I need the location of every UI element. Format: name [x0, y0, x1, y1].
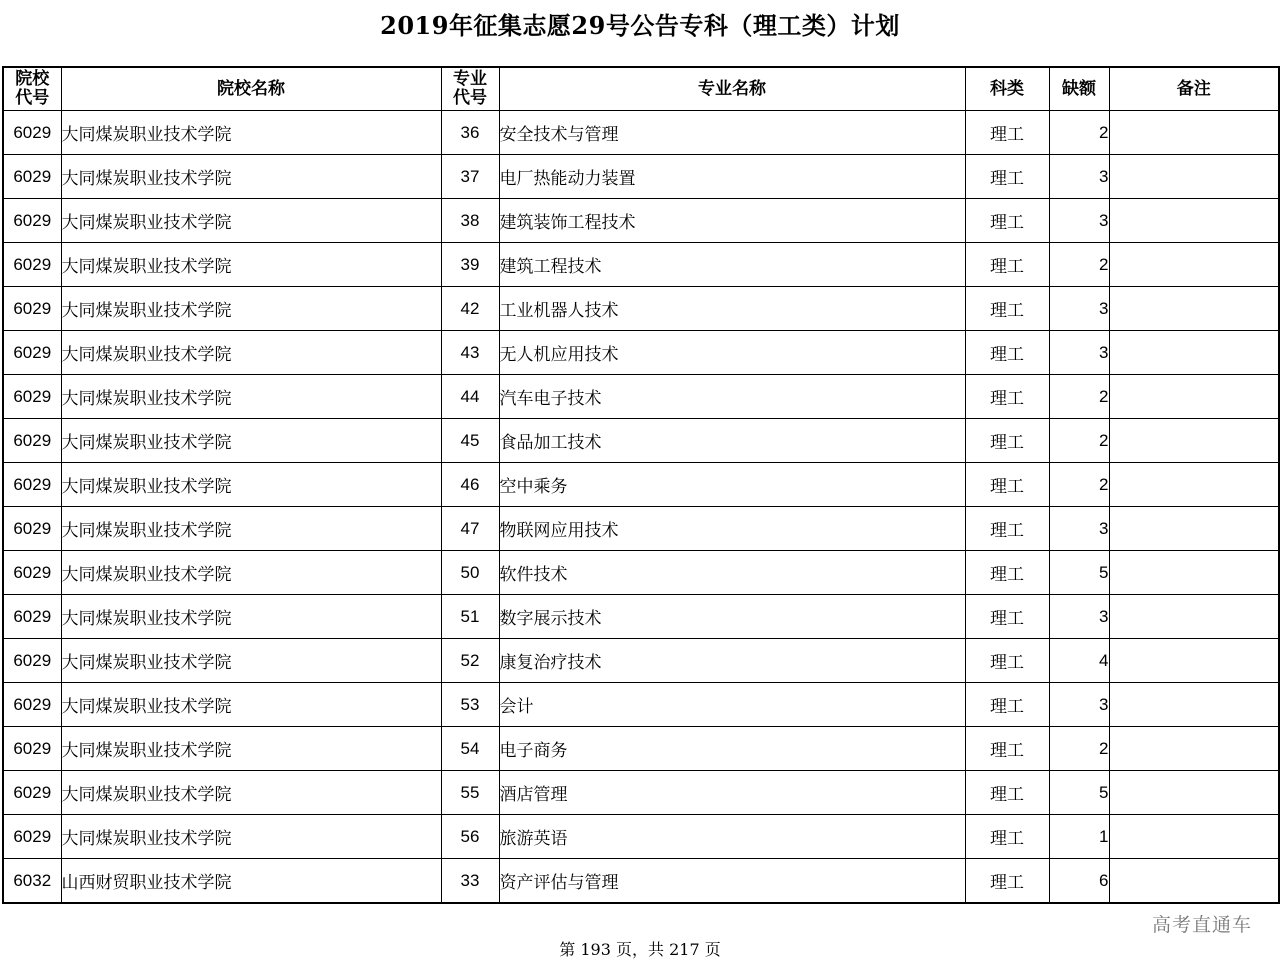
page-footer: 第 193 页，共 217 页 — [559, 940, 721, 959]
table-row — [3, 815, 1279, 859]
cell-major-name: 电子商务 — [499, 727, 965, 771]
cell-major-name: 资产评估与管理 — [499, 859, 965, 904]
table-row — [3, 727, 1279, 771]
table-row — [3, 331, 1279, 375]
cell-category: 理工 — [965, 331, 1049, 375]
cell-note — [1109, 815, 1279, 859]
cell-major-name: 物联网应用技术 — [499, 507, 965, 551]
cell-major-name: 数字展示技术 — [499, 595, 965, 639]
cell-note — [1109, 639, 1279, 683]
cell-school-name: 大同煤炭职业技术学院 — [61, 639, 441, 683]
cell-school-name: 大同煤炭职业技术学院 — [61, 375, 441, 419]
cell-school-code: 6029 — [3, 419, 61, 463]
cell-school-name: 大同煤炭职业技术学院 — [61, 771, 441, 815]
cell-major-code: 44 — [441, 375, 499, 419]
table-row — [3, 859, 1279, 904]
cell-school-code: 6029 — [3, 243, 61, 287]
table-header-row — [3, 67, 1279, 111]
cell-note — [1109, 595, 1279, 639]
cell-major-name: 酒店管理 — [499, 771, 965, 815]
table-row — [3, 463, 1279, 507]
cell-major-name: 建筑装饰工程技术 — [499, 199, 965, 243]
cell-school-name: 大同煤炭职业技术学院 — [61, 419, 441, 463]
cell-major-name: 软件技术 — [499, 551, 965, 595]
cell-note — [1109, 331, 1279, 375]
cell-category: 理工 — [965, 815, 1049, 859]
cell-note — [1109, 859, 1279, 904]
cell-vacancy: 3 — [1049, 155, 1109, 199]
cell-category: 理工 — [965, 683, 1049, 727]
table-row — [3, 155, 1279, 199]
cell-vacancy: 2 — [1049, 463, 1109, 507]
cell-vacancy: 2 — [1049, 111, 1109, 155]
header-note: 备注 — [1109, 67, 1279, 111]
table-row — [3, 771, 1279, 815]
cell-major-name: 旅游英语 — [499, 815, 965, 859]
cell-major-code: 55 — [441, 771, 499, 815]
cell-vacancy: 3 — [1049, 331, 1109, 375]
cell-school-name: 大同煤炭职业技术学院 — [61, 595, 441, 639]
cell-major-code: 51 — [441, 595, 499, 639]
cell-major-code: 36 — [441, 111, 499, 155]
cell-major-name: 会计 — [499, 683, 965, 727]
cell-category: 理工 — [965, 507, 1049, 551]
cell-category: 理工 — [965, 551, 1049, 595]
cell-major-code: 39 — [441, 243, 499, 287]
cell-school-name: 大同煤炭职业技术学院 — [61, 155, 441, 199]
cell-major-code: 37 — [441, 155, 499, 199]
page-title: 2019年征集志愿29号公告专科（理工类）计划 — [380, 11, 900, 40]
cell-school-code: 6029 — [3, 683, 61, 727]
cell-school-code: 6032 — [3, 859, 61, 904]
cell-major-name: 工业机器人技术 — [499, 287, 965, 331]
cell-note — [1109, 463, 1279, 507]
cell-school-name: 大同煤炭职业技术学院 — [61, 243, 441, 287]
cell-school-code: 6029 — [3, 639, 61, 683]
cell-major-code: 46 — [441, 463, 499, 507]
table-row — [3, 507, 1279, 551]
table-row — [3, 595, 1279, 639]
cell-major-code: 52 — [441, 639, 499, 683]
cell-note — [1109, 375, 1279, 419]
cell-note — [1109, 419, 1279, 463]
table-row — [3, 111, 1279, 155]
header-category: 科类 — [965, 67, 1049, 111]
cell-major-name: 康复治疗技术 — [499, 639, 965, 683]
cell-school-code: 6029 — [3, 375, 61, 419]
cell-category: 理工 — [965, 727, 1049, 771]
cell-school-code: 6029 — [3, 727, 61, 771]
cell-major-code: 56 — [441, 815, 499, 859]
cell-category: 理工 — [965, 463, 1049, 507]
cell-major-code: 38 — [441, 199, 499, 243]
table-row — [3, 287, 1279, 331]
cell-note — [1109, 683, 1279, 727]
cell-category: 理工 — [965, 859, 1049, 904]
cell-major-name: 电厂热能动力装置 — [499, 155, 965, 199]
cell-vacancy: 3 — [1049, 507, 1109, 551]
cell-vacancy: 3 — [1049, 595, 1109, 639]
cell-note — [1109, 771, 1279, 815]
cell-major-code: 42 — [441, 287, 499, 331]
cell-vacancy: 5 — [1049, 771, 1109, 815]
cell-school-code: 6029 — [3, 331, 61, 375]
cell-vacancy: 3 — [1049, 199, 1109, 243]
cell-major-code: 45 — [441, 419, 499, 463]
cell-vacancy: 4 — [1049, 639, 1109, 683]
watermark: 高考直通车 — [1151, 914, 1252, 936]
cell-vacancy: 2 — [1049, 727, 1109, 771]
cell-major-code: 43 — [441, 331, 499, 375]
cell-major-name: 汽车电子技术 — [499, 375, 965, 419]
cell-note — [1109, 551, 1279, 595]
cell-school-name: 大同煤炭职业技术学院 — [61, 463, 441, 507]
header-school-code: 院校代号 — [3, 67, 61, 111]
table-row — [3, 639, 1279, 683]
cell-school-code: 6029 — [3, 463, 61, 507]
enrollment-plan-table — [2, 66, 1280, 904]
cell-school-name: 大同煤炭职业技术学院 — [61, 815, 441, 859]
cell-school-code: 6029 — [3, 771, 61, 815]
cell-vacancy: 2 — [1049, 375, 1109, 419]
cell-school-name: 山西财贸职业技术学院 — [61, 859, 441, 904]
cell-school-name: 大同煤炭职业技术学院 — [61, 199, 441, 243]
table-row — [3, 375, 1279, 419]
cell-major-name: 安全技术与管理 — [499, 111, 965, 155]
table-row — [3, 419, 1279, 463]
cell-major-name: 无人机应用技术 — [499, 331, 965, 375]
cell-category: 理工 — [965, 419, 1049, 463]
table-row — [3, 683, 1279, 727]
cell-major-code: 50 — [441, 551, 499, 595]
cell-school-name: 大同煤炭职业技术学院 — [61, 507, 441, 551]
cell-vacancy: 2 — [1049, 243, 1109, 287]
cell-school-code: 6029 — [3, 287, 61, 331]
cell-school-code: 6029 — [3, 155, 61, 199]
cell-major-name: 建筑工程技术 — [499, 243, 965, 287]
cell-major-name: 空中乘务 — [499, 463, 965, 507]
cell-school-name: 大同煤炭职业技术学院 — [61, 683, 441, 727]
cell-note — [1109, 155, 1279, 199]
table-row — [3, 551, 1279, 595]
cell-note — [1109, 199, 1279, 243]
cell-category: 理工 — [965, 155, 1049, 199]
cell-major-code: 53 — [441, 683, 499, 727]
header-vacancy: 缺额 — [1049, 67, 1109, 111]
cell-school-name: 大同煤炭职业技术学院 — [61, 287, 441, 331]
cell-category: 理工 — [965, 199, 1049, 243]
cell-note — [1109, 111, 1279, 155]
cell-major-code: 47 — [441, 507, 499, 551]
header-school-name: 院校名称 — [61, 67, 441, 111]
cell-school-name: 大同煤炭职业技术学院 — [61, 111, 441, 155]
cell-category: 理工 — [965, 639, 1049, 683]
cell-category: 理工 — [965, 287, 1049, 331]
cell-category: 理工 — [965, 595, 1049, 639]
cell-category: 理工 — [965, 771, 1049, 815]
cell-school-code: 6029 — [3, 199, 61, 243]
cell-major-code: 54 — [441, 727, 499, 771]
cell-major-name: 食品加工技术 — [499, 419, 965, 463]
cell-category: 理工 — [965, 375, 1049, 419]
cell-note — [1109, 507, 1279, 551]
cell-school-code: 6029 — [3, 595, 61, 639]
cell-vacancy: 3 — [1049, 287, 1109, 331]
cell-school-code: 6029 — [3, 815, 61, 859]
cell-school-name: 大同煤炭职业技术学院 — [61, 551, 441, 595]
cell-vacancy: 3 — [1049, 683, 1109, 727]
cell-vacancy: 5 — [1049, 551, 1109, 595]
header-major-code: 专业代号 — [441, 67, 499, 111]
cell-school-code: 6029 — [3, 507, 61, 551]
cell-school-name: 大同煤炭职业技术学院 — [61, 331, 441, 375]
cell-vacancy: 1 — [1049, 815, 1109, 859]
header-major-name: 专业名称 — [499, 67, 965, 111]
cell-school-code: 6029 — [3, 111, 61, 155]
cell-major-code: 33 — [441, 859, 499, 904]
cell-vacancy: 2 — [1049, 419, 1109, 463]
cell-school-code: 6029 — [3, 551, 61, 595]
table-row — [3, 199, 1279, 243]
cell-note — [1109, 243, 1279, 287]
cell-category: 理工 — [965, 243, 1049, 287]
cell-note — [1109, 287, 1279, 331]
cell-note — [1109, 727, 1279, 771]
cell-vacancy: 6 — [1049, 859, 1109, 904]
table-row — [3, 243, 1279, 287]
cell-school-name: 大同煤炭职业技术学院 — [61, 727, 441, 771]
cell-category: 理工 — [965, 111, 1049, 155]
